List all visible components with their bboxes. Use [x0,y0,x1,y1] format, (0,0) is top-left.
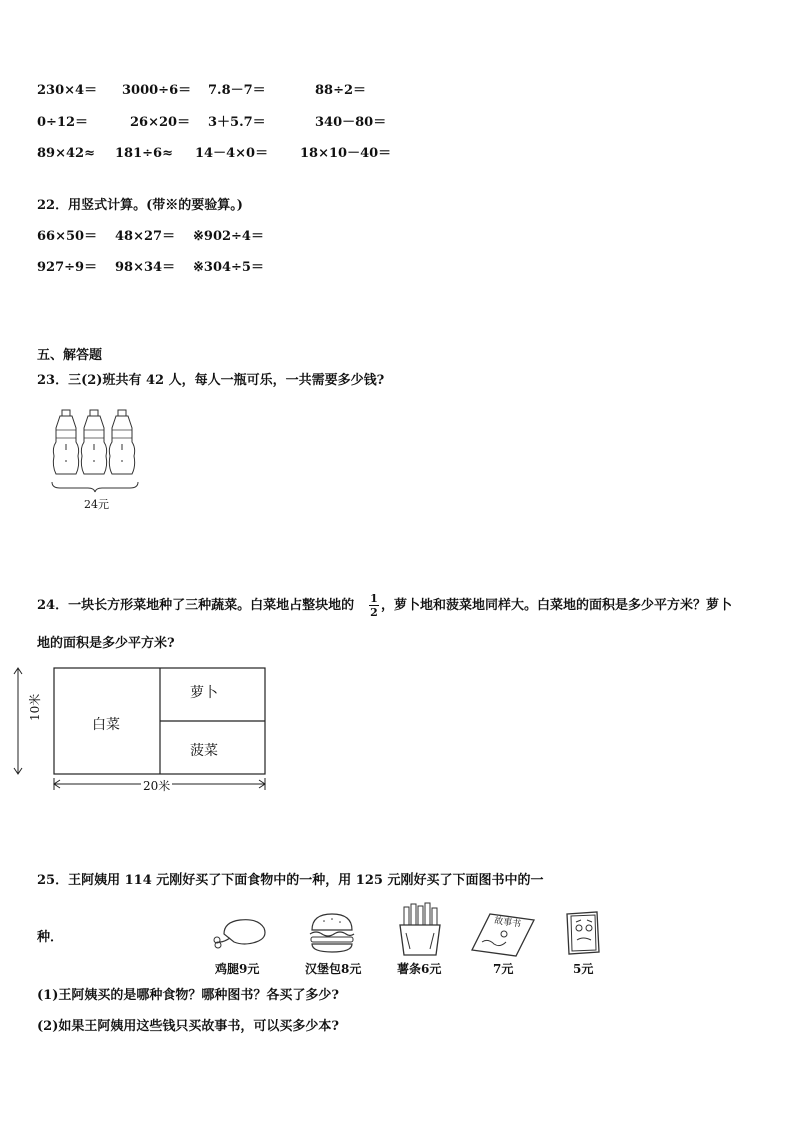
oral-problem: 14－4×0＝ [195,146,269,161]
cola-bottle-icon [109,410,134,474]
oral-problem: 340－80＝ [315,115,387,130]
oral-problem: 230×4＝ [37,83,98,98]
label-baicai: 白菜 [92,717,120,733]
cola-bottle-icon [53,410,78,474]
label-bocai: 菠菜 [190,743,218,759]
cola-bottles-figure [48,408,143,508]
oral-problem: 89×42≈ [37,146,95,161]
q24-text: 地的面积是多少平方米? [37,636,175,651]
q25-subquestion: (1)王阿姨买的是哪种食物？哪种图书？各买了多少? [37,988,339,1003]
item-caption: 7元 [493,962,514,976]
oral-problem: 3＋5.7＝ [208,115,266,130]
item-caption: 鸡腿9元 [215,962,260,976]
fraction-denominator: 2 [370,606,378,619]
q24-text: 24．一块长方形菜地种了三种蔬菜。白菜地占整块地的 [37,598,355,613]
story-book-title: 故事书 [493,916,522,930]
oral-problem: 26×20＝ [130,115,191,130]
q25-subquestion: (2)如果王阿姨用这些钱只买故事书，可以买多少本? [37,1019,339,1034]
brace-icon [52,482,138,492]
q22-title: 22．用竖式计算。(带※的要验算。) [37,198,243,213]
vertical-calc-problem: ※304÷5＝ [193,260,264,275]
oral-problem: 0÷12＝ [37,115,89,130]
oral-problem: 88÷2＝ [315,83,367,98]
item-caption: 汉堡包8元 [305,962,362,976]
fries-icon [396,903,444,957]
vertical-calc-problem: 48×27＝ [115,229,176,244]
vertical-calc-problem: 66×50＝ [37,229,98,244]
label-luobo: 萝卜 [190,685,218,701]
fraction-numerator: 1 [370,592,378,605]
item-caption: 5元 [573,962,594,976]
hamburger-icon [306,910,358,956]
picture-book-icon [563,910,603,956]
oral-problem: 3000÷6＝ [122,83,192,98]
q24-text: ，萝卜地和菠菜地同样大。白菜地的面积是多少平方米？萝卜 [381,598,733,613]
height-label: 10米 [28,693,42,721]
item-caption: 薯条6元 [397,962,442,976]
q25-text: 25．王阿姨用 114 元刚好买了下面食物中的一种，用 125 元刚好买了下面图书中的一 [37,873,544,888]
q23-text: 23．三(2)班共有 42 人，每人一瓶可乐，一共需要多少钱? [37,373,385,388]
q25-text: 种． [37,930,64,945]
vertical-calc-problem: 98×34＝ [115,260,176,275]
oral-problem: 7.8－7＝ [208,83,266,98]
section-title: 五、解答题 [37,348,103,363]
oral-problem: 18×10－40＝ [300,146,392,161]
cola-bottle-icon [81,410,106,474]
vertical-calc-problem: ※902÷4＝ [193,229,264,244]
oral-problem: 181÷6≈ [115,146,173,161]
chicken-leg-icon [210,912,270,954]
width-label: 20米 [143,779,171,793]
vertical-calc-problem: 927÷9＝ [37,260,98,275]
bottles-price: 24元 [84,498,109,511]
